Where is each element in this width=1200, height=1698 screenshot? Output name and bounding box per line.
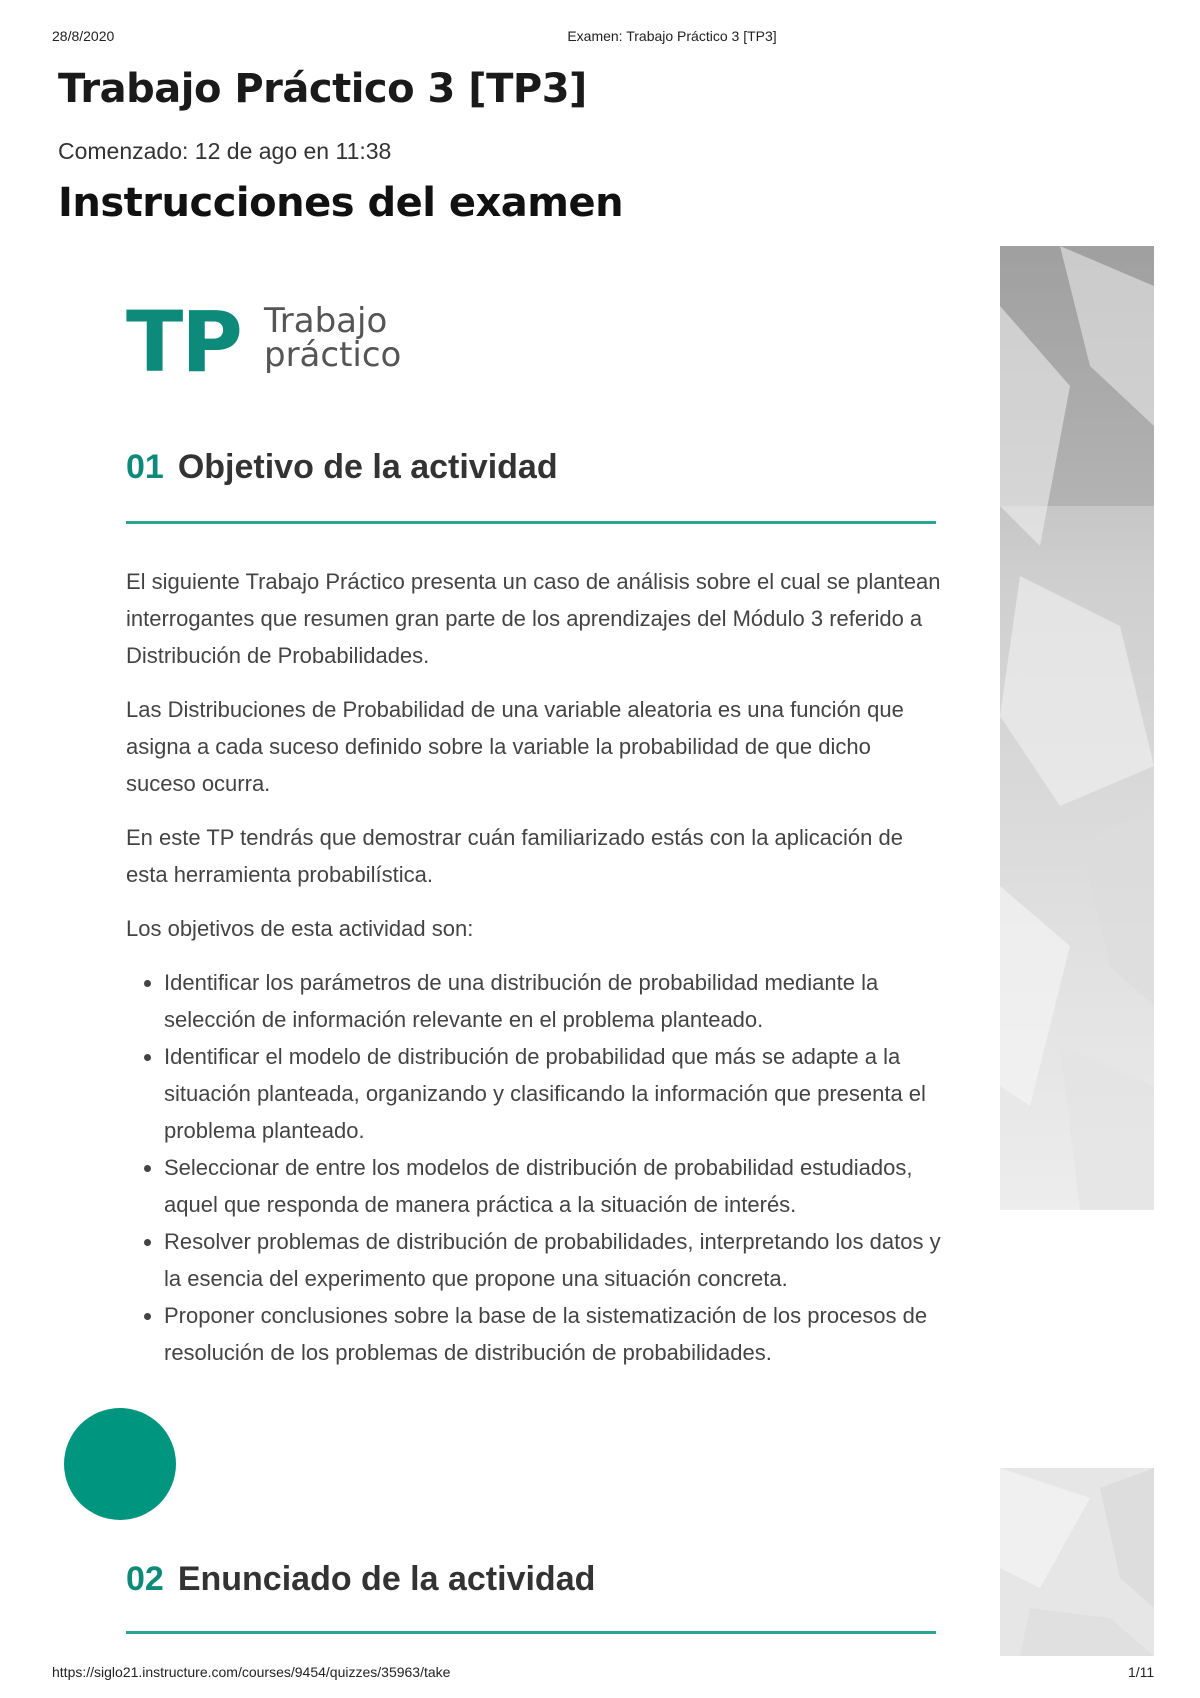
logo-word-line2: práctico bbox=[264, 335, 402, 375]
section-enunciado bbox=[126, 1560, 936, 1599]
decorative-side-image bbox=[1000, 246, 1154, 1210]
section-number: 01 bbox=[126, 448, 164, 486]
logo-mark: TP bbox=[126, 293, 241, 391]
logo-word-line1: Trabajo bbox=[264, 301, 388, 341]
list-item: • Resolver problemas de distribución de probabilidades, interpretando los datos y la esencia del experimento que propone una situación concreta. bbox=[164, 1223, 946, 1297]
print-footer-url: https://siglo21.instructure.com/courses/9454/quizzes/35963/take bbox=[52, 1664, 451, 1680]
instructions-heading: Instrucciones del examen bbox=[58, 180, 624, 226]
section-title: Objetivo de la actividad bbox=[177, 448, 558, 486]
list-item: • Identificar el modelo de distribución de probabilidad que más se adapte a la situación planteada, organizando y clasificando la información que presenta el problema planteado. bbox=[164, 1038, 946, 1149]
print-header-title: Examen: Trabajo Práctico 3 [TP3] bbox=[567, 28, 777, 44]
list-item: • Seleccionar de entre los modelos de distribución de probabilidad estudiados, aquel que responda de manera práctica a la situación de interés. bbox=[164, 1149, 946, 1223]
started-timestamp: Comenzado: 12 de ago en 11:38 bbox=[58, 138, 392, 164]
list-item: • Proponer conclusiones sobre la base de la sistematización de los procesos de resolución de los problemas de distribución de probabilidades. bbox=[164, 1297, 946, 1393]
section-divider bbox=[126, 521, 936, 524]
section-title: Enunciado de la actividad bbox=[177, 1560, 596, 1598]
floating-action-button[interactable] bbox=[64, 1408, 176, 1520]
print-date: 28/8/2020 bbox=[52, 28, 115, 44]
paragraph: Los objetivos de esta actividad son: bbox=[126, 916, 474, 941]
paragraph: El siguiente Trabajo Práctico presenta un caso de análisis sobre el cual se plantean interrogantes que resumen gran parte de los aprendizajes del Módulo 3 referido a Distribución de Probabilidades. bbox=[126, 569, 941, 668]
section-heading bbox=[126, 1560, 936, 1599]
section-heading bbox=[126, 448, 936, 487]
objetivo-content bbox=[126, 563, 946, 1393]
section-objetivo bbox=[126, 448, 936, 487]
paragraph: Las Distribuciones de Probabilidad de una variable aleatoria es una función que asigna a cada suceso definido sobre la variable la probabilidad de que dicho suceso ocurra. bbox=[126, 697, 904, 796]
page-counter: 1/11 bbox=[1128, 1664, 1155, 1680]
decorative-side-image-lower bbox=[1000, 1468, 1154, 1656]
objectives-list bbox=[126, 964, 946, 1393]
section-number: 02 bbox=[126, 1560, 164, 1598]
paragraph: En este TP tendrás que demostrar cuán familiarizado estás con la aplicación de esta herramienta probabilística. bbox=[126, 825, 903, 887]
section-divider bbox=[126, 1631, 936, 1634]
page-title: Trabajo Práctico 3 [TP3] bbox=[58, 66, 587, 112]
list-item: • Identificar los parámetros de una distribución de probabilidad mediante la selección de información relevante en el problema planteado. bbox=[164, 964, 946, 1038]
